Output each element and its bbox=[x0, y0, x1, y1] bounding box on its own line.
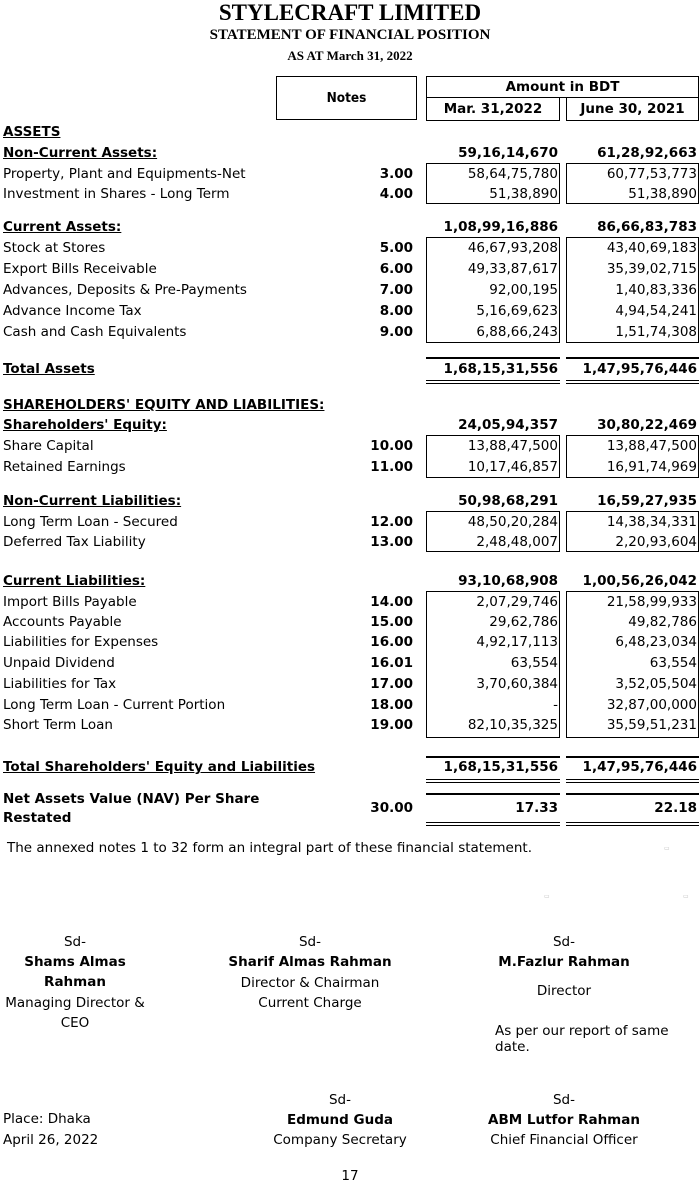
double-underline bbox=[566, 779, 699, 783]
signatory-title: Chief Financial Officer bbox=[490, 1132, 638, 1148]
item-value-current: 6,88,66,243 bbox=[476, 324, 558, 340]
value-current: 24,05,94,357 bbox=[458, 417, 558, 433]
line-item bbox=[0, 238, 700, 258]
total-value-current: 1,68,15,31,556 bbox=[443, 759, 558, 775]
item-note: 11.00 bbox=[370, 459, 413, 475]
signatory-name: Sharif Almas Rahman bbox=[228, 954, 392, 970]
double-underline bbox=[566, 822, 699, 826]
double-underline bbox=[566, 380, 699, 384]
signatory-name: M.Fazlur Rahman bbox=[498, 954, 630, 970]
item-value-prior: 6,48,23,034 bbox=[615, 634, 697, 650]
item-value-current: 2,07,29,746 bbox=[476, 594, 558, 610]
item-value-current: 82,10,35,325 bbox=[467, 717, 558, 733]
item-value-current: 29,62,786 bbox=[489, 614, 558, 630]
place: Place: Dhaka bbox=[3, 1111, 91, 1127]
total-value-prior: 1,47,95,76,446 bbox=[582, 759, 697, 775]
line-item bbox=[0, 457, 700, 477]
item-label: Stock at Stores bbox=[3, 240, 106, 256]
artifact-mark: ▭ bbox=[544, 893, 550, 900]
current-period-header: Mar. 31,2022 bbox=[426, 97, 560, 121]
item-value-current: 5,16,69,623 bbox=[476, 303, 558, 319]
item-value-prior: 35,59,51,231 bbox=[606, 717, 697, 733]
signed-mark: Sd- bbox=[298, 934, 321, 950]
line-item bbox=[0, 301, 700, 321]
line-item bbox=[0, 715, 700, 735]
line-item bbox=[0, 322, 700, 342]
shareholders-equity-subtotal bbox=[0, 415, 700, 435]
item-value-current: 2,48,48,007 bbox=[476, 534, 558, 550]
artifact-mark: ▭ bbox=[664, 845, 670, 852]
item-label: Short Term Loan bbox=[3, 717, 113, 733]
line-item bbox=[0, 436, 700, 456]
total-assets-row bbox=[0, 359, 700, 379]
value-current: 93,10,68,908 bbox=[458, 573, 558, 589]
current-assets-subtotal bbox=[0, 217, 700, 237]
item-value-prior: 32,87,00,000 bbox=[606, 697, 697, 713]
total-equity-liabilities-row bbox=[0, 757, 700, 777]
line-item bbox=[0, 632, 700, 652]
item-note: 10.00 bbox=[370, 438, 413, 454]
item-label: Export Bills Receivable bbox=[3, 261, 157, 277]
item-value-prior: 1,40,83,336 bbox=[615, 282, 697, 298]
item-note: 19.00 bbox=[370, 717, 413, 733]
signatory-title: Company Secretary bbox=[273, 1132, 407, 1148]
item-label: Retained Earnings bbox=[3, 459, 126, 475]
signatory-ceo bbox=[0, 932, 150, 1033]
item-note: 13.00 bbox=[370, 534, 413, 550]
line-item bbox=[0, 674, 700, 694]
signed-mark: Sd- bbox=[328, 1092, 351, 1108]
nav-note: 30.00 bbox=[370, 800, 413, 816]
item-note: 18.00 bbox=[370, 697, 413, 713]
item-note: 8.00 bbox=[379, 303, 413, 319]
item-label: Investment in Shares - Long Term bbox=[3, 186, 230, 202]
item-note: 15.00 bbox=[370, 614, 413, 630]
item-value-current: 63,554 bbox=[510, 655, 558, 671]
company-name: STYLECRAFT LIMITED bbox=[218, 0, 482, 25]
line-item bbox=[0, 184, 700, 204]
line-item bbox=[0, 653, 700, 673]
item-note: 16.01 bbox=[370, 655, 413, 671]
statement-title: STATEMENT OF FINANCIAL POSITION bbox=[209, 27, 491, 43]
signatory-chairman bbox=[210, 932, 410, 1013]
item-value-prior: 14,38,34,331 bbox=[606, 514, 697, 530]
item-note: 4.00 bbox=[379, 186, 413, 202]
value-current: 59,16,14,670 bbox=[458, 145, 558, 161]
signed-mark: Sd- bbox=[63, 934, 86, 950]
assets-section-title bbox=[0, 122, 700, 142]
nav-value-prior: 22.18 bbox=[654, 800, 697, 816]
line-item bbox=[0, 164, 700, 184]
signed-mark: Sd- bbox=[552, 934, 575, 950]
nav-label-line2: Restated bbox=[3, 810, 72, 826]
artifact-mark: ▭ bbox=[683, 893, 689, 900]
item-label: Deferred Tax Liability bbox=[3, 534, 146, 550]
line-item bbox=[0, 259, 700, 279]
line-item bbox=[0, 695, 700, 715]
nav-label-line1: Net Assets Value (NAV) Per Share bbox=[3, 791, 260, 807]
total-label: Total Assets bbox=[3, 361, 95, 377]
nav-rule bbox=[426, 793, 560, 795]
item-value-current: 13,88,47,500 bbox=[467, 438, 558, 454]
item-value-current: 92,00,195 bbox=[489, 282, 558, 298]
item-value-prior: 16,91,74,969 bbox=[606, 459, 697, 475]
page-number: 17 bbox=[341, 1168, 359, 1184]
signatory-company-secretary bbox=[260, 1090, 420, 1150]
annex-note: The annexed notes 1 to 32 form an integral part of these financial statement. bbox=[7, 840, 532, 856]
item-label: Advances, Deposits & Pre-Payments bbox=[3, 282, 247, 298]
item-label: Share Capital bbox=[3, 438, 94, 454]
item-value-current: 49,33,87,617 bbox=[467, 261, 558, 277]
item-note: 7.00 bbox=[379, 282, 413, 298]
item-value-prior: 2,20,93,604 bbox=[615, 534, 697, 550]
item-note: 16.00 bbox=[370, 634, 413, 650]
item-label: Long Term Loan - Secured bbox=[3, 514, 178, 530]
nav-value-current: 17.33 bbox=[515, 800, 558, 816]
notes-column-header: Notes bbox=[276, 76, 417, 120]
item-value-prior: 63,554 bbox=[649, 655, 697, 671]
signatory-title: Managing Director & CEO bbox=[5, 995, 145, 1031]
date: April 26, 2022 bbox=[3, 1132, 99, 1148]
non-current-liabilities-subtotal bbox=[0, 491, 700, 511]
group-label: Current Liabilities: bbox=[3, 573, 146, 589]
item-note: 9.00 bbox=[379, 324, 413, 340]
section-label: ASSETS bbox=[3, 124, 61, 140]
item-note: 14.00 bbox=[370, 594, 413, 610]
item-label: Advance Income Tax bbox=[3, 303, 142, 319]
value-prior: 1,00,56,26,042 bbox=[582, 573, 697, 589]
value-prior: 61,28,92,663 bbox=[597, 145, 697, 161]
item-label: Import Bills Payable bbox=[3, 594, 137, 610]
non-current-assets-subtotal bbox=[0, 143, 700, 163]
group-label: Shareholders' Equity: bbox=[3, 417, 167, 433]
group-label: Non-Current Liabilities: bbox=[3, 493, 182, 509]
line-item bbox=[0, 280, 700, 300]
item-value-current: 4,92,17,113 bbox=[476, 634, 558, 650]
item-value-prior: 3,52,05,504 bbox=[615, 676, 697, 692]
item-label: Long Term Loan - Current Portion bbox=[3, 697, 226, 713]
item-label: Liabilities for Expenses bbox=[3, 634, 159, 650]
item-value-prior: 49,82,786 bbox=[628, 614, 697, 630]
value-prior: 30,80,22,469 bbox=[597, 417, 697, 433]
item-value-current: - bbox=[553, 697, 558, 713]
item-label: Property, Plant and Equipments-Net bbox=[3, 166, 246, 182]
item-label: Cash and Cash Equivalents bbox=[3, 324, 187, 340]
auditor-note: As per our report of same date. bbox=[495, 1023, 669, 1055]
item-label: Liabilities for Tax bbox=[3, 676, 117, 692]
double-underline bbox=[426, 822, 560, 826]
item-note: 5.00 bbox=[379, 240, 413, 256]
item-value-prior: 43,40,69,183 bbox=[606, 240, 697, 256]
total-value-current: 1,68,15,31,556 bbox=[443, 361, 558, 377]
item-label: Unpaid Dividend bbox=[3, 655, 115, 671]
item-note: 6.00 bbox=[379, 261, 413, 277]
statement-date: AS AT March 31, 2022 bbox=[287, 48, 413, 63]
item-label: Accounts Payable bbox=[3, 614, 122, 630]
total-value-prior: 1,47,95,76,446 bbox=[582, 361, 697, 377]
equity-liabilities-section-title bbox=[0, 395, 700, 415]
item-value-current: 58,64,75,780 bbox=[467, 166, 558, 182]
line-item bbox=[0, 612, 700, 632]
line-item bbox=[0, 592, 700, 612]
signatory-name: ABM Lutfor Rahman bbox=[488, 1112, 640, 1128]
total-label: Total Shareholders' Equity and Liabilities bbox=[3, 759, 316, 775]
item-value-prior: 51,38,890 bbox=[628, 186, 697, 202]
item-note: 3.00 bbox=[379, 166, 413, 182]
signatory-director bbox=[484, 932, 644, 1001]
amount-column-header: Amount in BDT bbox=[426, 76, 699, 98]
signatory-name: Edmund Guda bbox=[286, 1112, 393, 1128]
value-prior: 16,59,27,935 bbox=[597, 493, 697, 509]
section-label: SHAREHOLDERS' EQUITY AND LIABILITIES: bbox=[3, 397, 325, 413]
item-note: 17.00 bbox=[370, 676, 413, 692]
signed-mark: Sd- bbox=[552, 1092, 575, 1108]
item-value-current: 3,70,60,384 bbox=[476, 676, 558, 692]
item-value-current: 46,67,93,208 bbox=[467, 240, 558, 256]
line-item bbox=[0, 532, 700, 552]
item-value-prior: 21,58,99,933 bbox=[606, 594, 697, 610]
item-value-current: 48,50,20,284 bbox=[467, 514, 558, 530]
double-underline bbox=[426, 380, 560, 384]
item-value-current: 51,38,890 bbox=[489, 186, 558, 202]
prior-period-header: June 30, 2021 bbox=[566, 97, 699, 121]
item-value-prior: 60,77,53,773 bbox=[606, 166, 697, 182]
signatory-cfo bbox=[484, 1090, 644, 1150]
item-value-prior: 13,88,47,500 bbox=[606, 438, 697, 454]
line-item bbox=[0, 512, 700, 532]
value-current: 50,98,68,291 bbox=[458, 493, 558, 509]
group-label: Non-Current Assets: bbox=[3, 145, 158, 161]
item-value-prior: 1,51,74,308 bbox=[615, 324, 697, 340]
double-underline bbox=[426, 779, 560, 783]
current-liabilities-subtotal bbox=[0, 571, 700, 591]
value-current: 1,08,99,16,886 bbox=[443, 219, 558, 235]
item-value-prior: 4,94,54,241 bbox=[615, 303, 697, 319]
item-value-current: 10,17,46,857 bbox=[467, 459, 558, 475]
nav-rule bbox=[566, 793, 699, 795]
item-value-prior: 35,39,02,715 bbox=[606, 261, 697, 277]
signatory-title: Director & Chairman Current Charge bbox=[240, 975, 380, 1011]
signatory-name: Shams Almas Rahman bbox=[24, 954, 126, 990]
item-note: 12.00 bbox=[370, 514, 413, 530]
group-label: Current Assets: bbox=[3, 219, 122, 235]
signatory-title: Director bbox=[536, 983, 592, 999]
value-prior: 86,66,83,783 bbox=[597, 219, 697, 235]
